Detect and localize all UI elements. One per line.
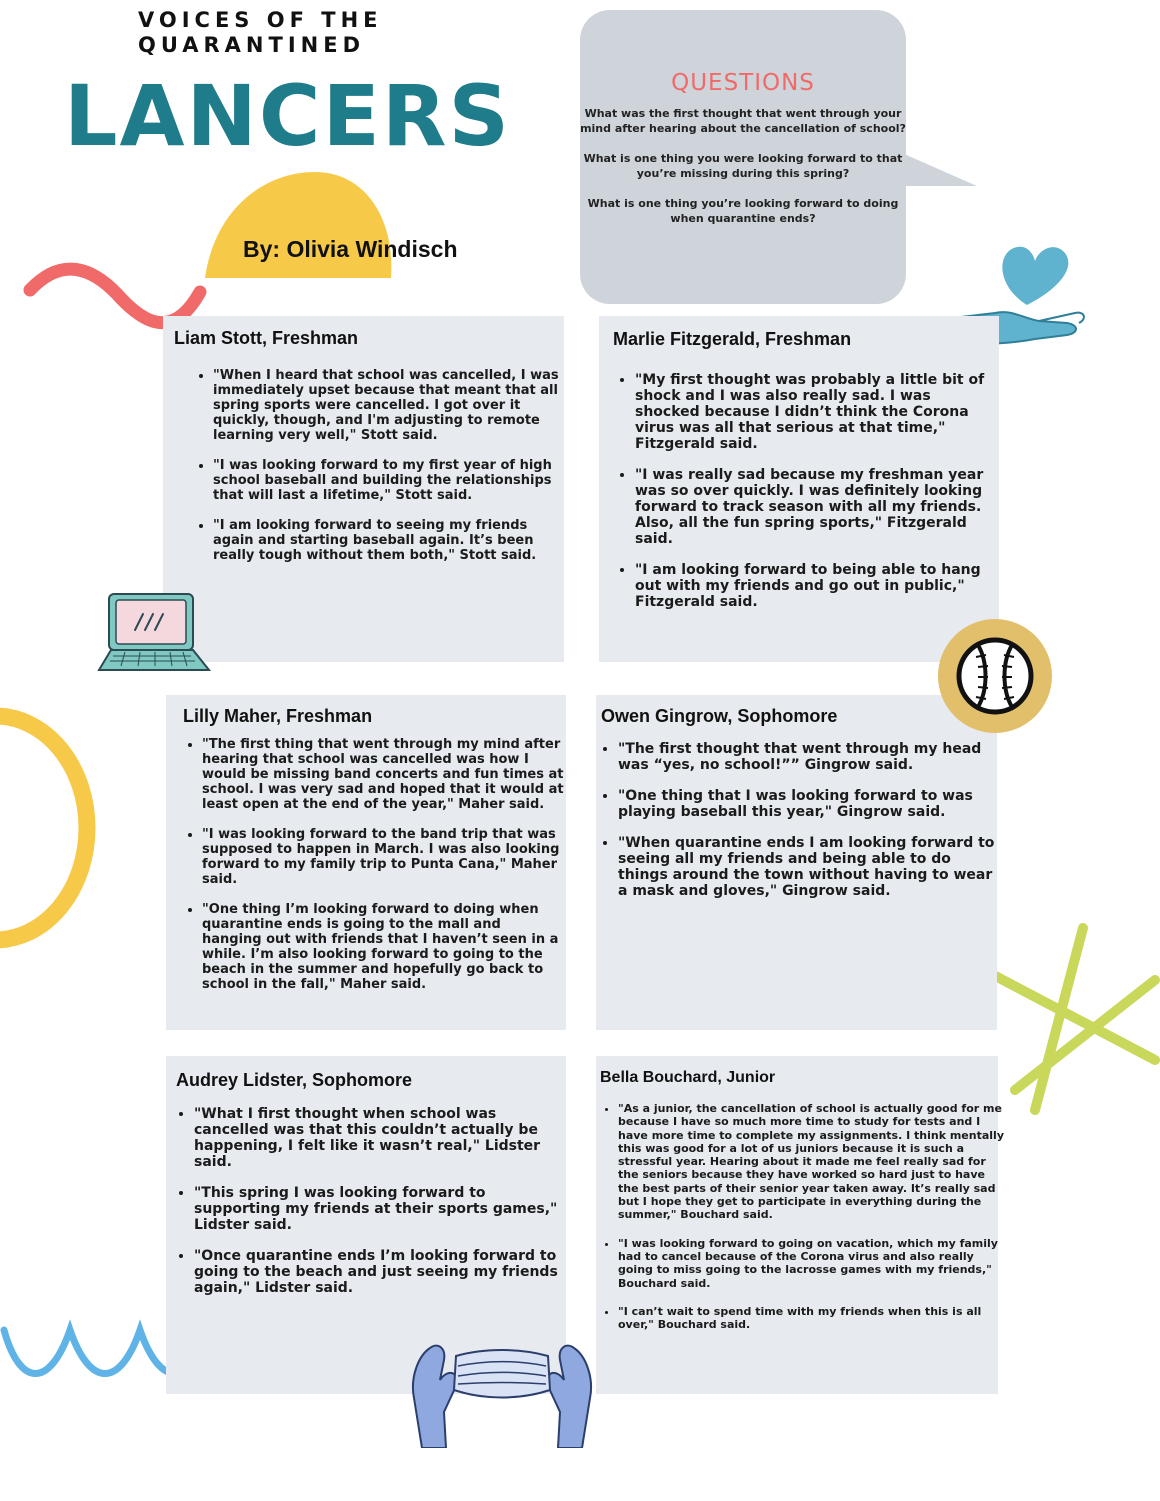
panel-owen-gingrow: [596, 695, 997, 1030]
masthead: LANCERS: [64, 67, 512, 165]
quote-first-thought: • "The first thought that went through my head was “yes, no school!”” Gingrow said.: [618, 741, 998, 773]
quote-first-thought: • "The first thing that went through my mind after hearing that school was cancelled was how I would be missing band concerts and fun times at school. I was very sad and hoped that it would at least open at the end of the year," Maher said.: [202, 737, 564, 812]
quote-first-thought: • "As a junior, the cancellation of school is actually good for me because I have so much more time to study for tests and I have more time to complete my assignments. I think mentally this was good for a lot of us juniors because it is such a stressful year. Hearing about it made me feel really sad for the seniors because they have worked so hard just to have the best parts of their senior year taken away. It’s really sad but I hope they get to participate in everything during the summer," Bouchard said.: [618, 1102, 1008, 1222]
quote-list: [615, 372, 997, 625]
quote-list: [182, 737, 564, 1007]
quote-after-quarantine: • "I am looking forward to being able to hang out with my friends and go out in public," Fitzgerald said.: [635, 562, 997, 610]
panel-marlie-fitzgerald: [599, 316, 999, 662]
quote-list: [598, 741, 998, 914]
panel-lilly-maher: [166, 695, 566, 1030]
student-name: Owen Gingrow, Sophomore: [601, 706, 838, 726]
question-1: What was the first thought that went through your mind after hearing about the cancellation of school?: [580, 107, 906, 135]
yellow-semicircle: [205, 168, 395, 280]
panel-liam-stott: [163, 316, 564, 662]
quote-missing: • "This spring I was looking forward to supporting my friends at their sports games," Lidster said.: [194, 1185, 566, 1233]
quote-after-quarantine: • "One thing I’m looking forward to doing when quarantine ends is going to the mall and hanging out with friends that I haven’t seen in a while. I’m also looking forward to going to the beach in the summer and hopefully go back to school in the fall," Maher said.: [202, 902, 564, 992]
questions-title: QUESTIONS: [671, 70, 815, 96]
panel-bella-bouchard: [596, 1056, 1004, 1394]
kicker-title: [138, 8, 498, 58]
student-name: Marlie Fitzgerald, Freshman: [613, 329, 852, 349]
question-2: What is one thing you were looking forward to that you’re missing during this spring?: [583, 152, 903, 180]
quote-after-quarantine: • "I am looking forward to seeing my friends again and starting baseball again. It’s been really tough without them both," Stott said.: [213, 518, 565, 563]
quote-missing: • "I was looking forward to going on vacation, which my family had to cancel because of the Corona virus and also really going to miss going to the lacrosse games with my friends," Bouchard said.: [618, 1237, 1008, 1290]
student-name: Bella Bouchard, Junior: [600, 1069, 776, 1086]
quote-first-thought: • "When I heard that school was cancelled, I was immediately upset because that meant that all spring sports were cancelled. I got over it quickly, though, and I'm adjusting to remote learning very well," Stott said.: [213, 368, 565, 443]
baseball-icon: [936, 617, 1054, 735]
student-name: Lilly Maher, Freshman: [183, 706, 373, 726]
student-name: Liam Stott, Freshman: [174, 328, 359, 348]
face-mask-icon: [404, 1338, 600, 1448]
quote-first-thought: • "My first thought was probably a little bit of shock and I was also really sad. I was shocked because I didn’t think the Corona virus was all that serious at that time," Fitzgerald said.: [635, 372, 997, 452]
quote-after-quarantine: • "I can’t wait to spend time with my friends when this is all over," Bouchard said.: [618, 1305, 1008, 1332]
quote-after-quarantine: • "When quarantine ends I am looking forward to seeing all my friends and being able to do things around the town without having to wear a mask and gloves," Gingrow said.: [618, 835, 998, 899]
kicker-line-2: QUARANTINED: [138, 33, 365, 57]
quote-list: [598, 1102, 1008, 1346]
question-3: What is one thing you’re looking forward to doing when quarantine ends?: [587, 197, 899, 225]
quote-missing: • "I was looking forward to my first year of high school baseball and building the relationships that will last a lifetime," Stott said.: [213, 458, 565, 503]
student-name: Audrey Lidster, Sophomore: [176, 1070, 413, 1090]
bubble-tail: [895, 150, 980, 190]
kicker-line-1: VOICES OF THE: [138, 8, 383, 32]
quote-list: [193, 368, 565, 578]
quote-first-thought: • "What I first thought when school was cancelled was that this couldn’t actually be happening, I felt like it wasn’t real," Lidster said.: [194, 1106, 566, 1170]
byline: By: Olivia Windisch: [243, 236, 458, 262]
yellow-ring: [0, 700, 120, 960]
quote-list: [174, 1106, 566, 1311]
laptop-icon: [95, 590, 213, 676]
quote-after-quarantine: • "Once quarantine ends I’m looking forward to going to the beach and just seeing my friends again," Lidster said.: [194, 1248, 566, 1296]
quote-missing: • "One thing that I was looking forward to was playing baseball this year," Gingrow said.: [618, 788, 998, 820]
quote-missing: • "I was really sad because my freshman year was so over quickly. I was definitely looking forward to track season with all my friends. Also, all the fun spring sports," Fitzgerald said.: [635, 467, 997, 547]
quote-missing: • "I was looking forward to the band trip that was supposed to happen in March. I was also looking forward to my family trip to Punta Cana," Maher said.: [202, 827, 564, 887]
